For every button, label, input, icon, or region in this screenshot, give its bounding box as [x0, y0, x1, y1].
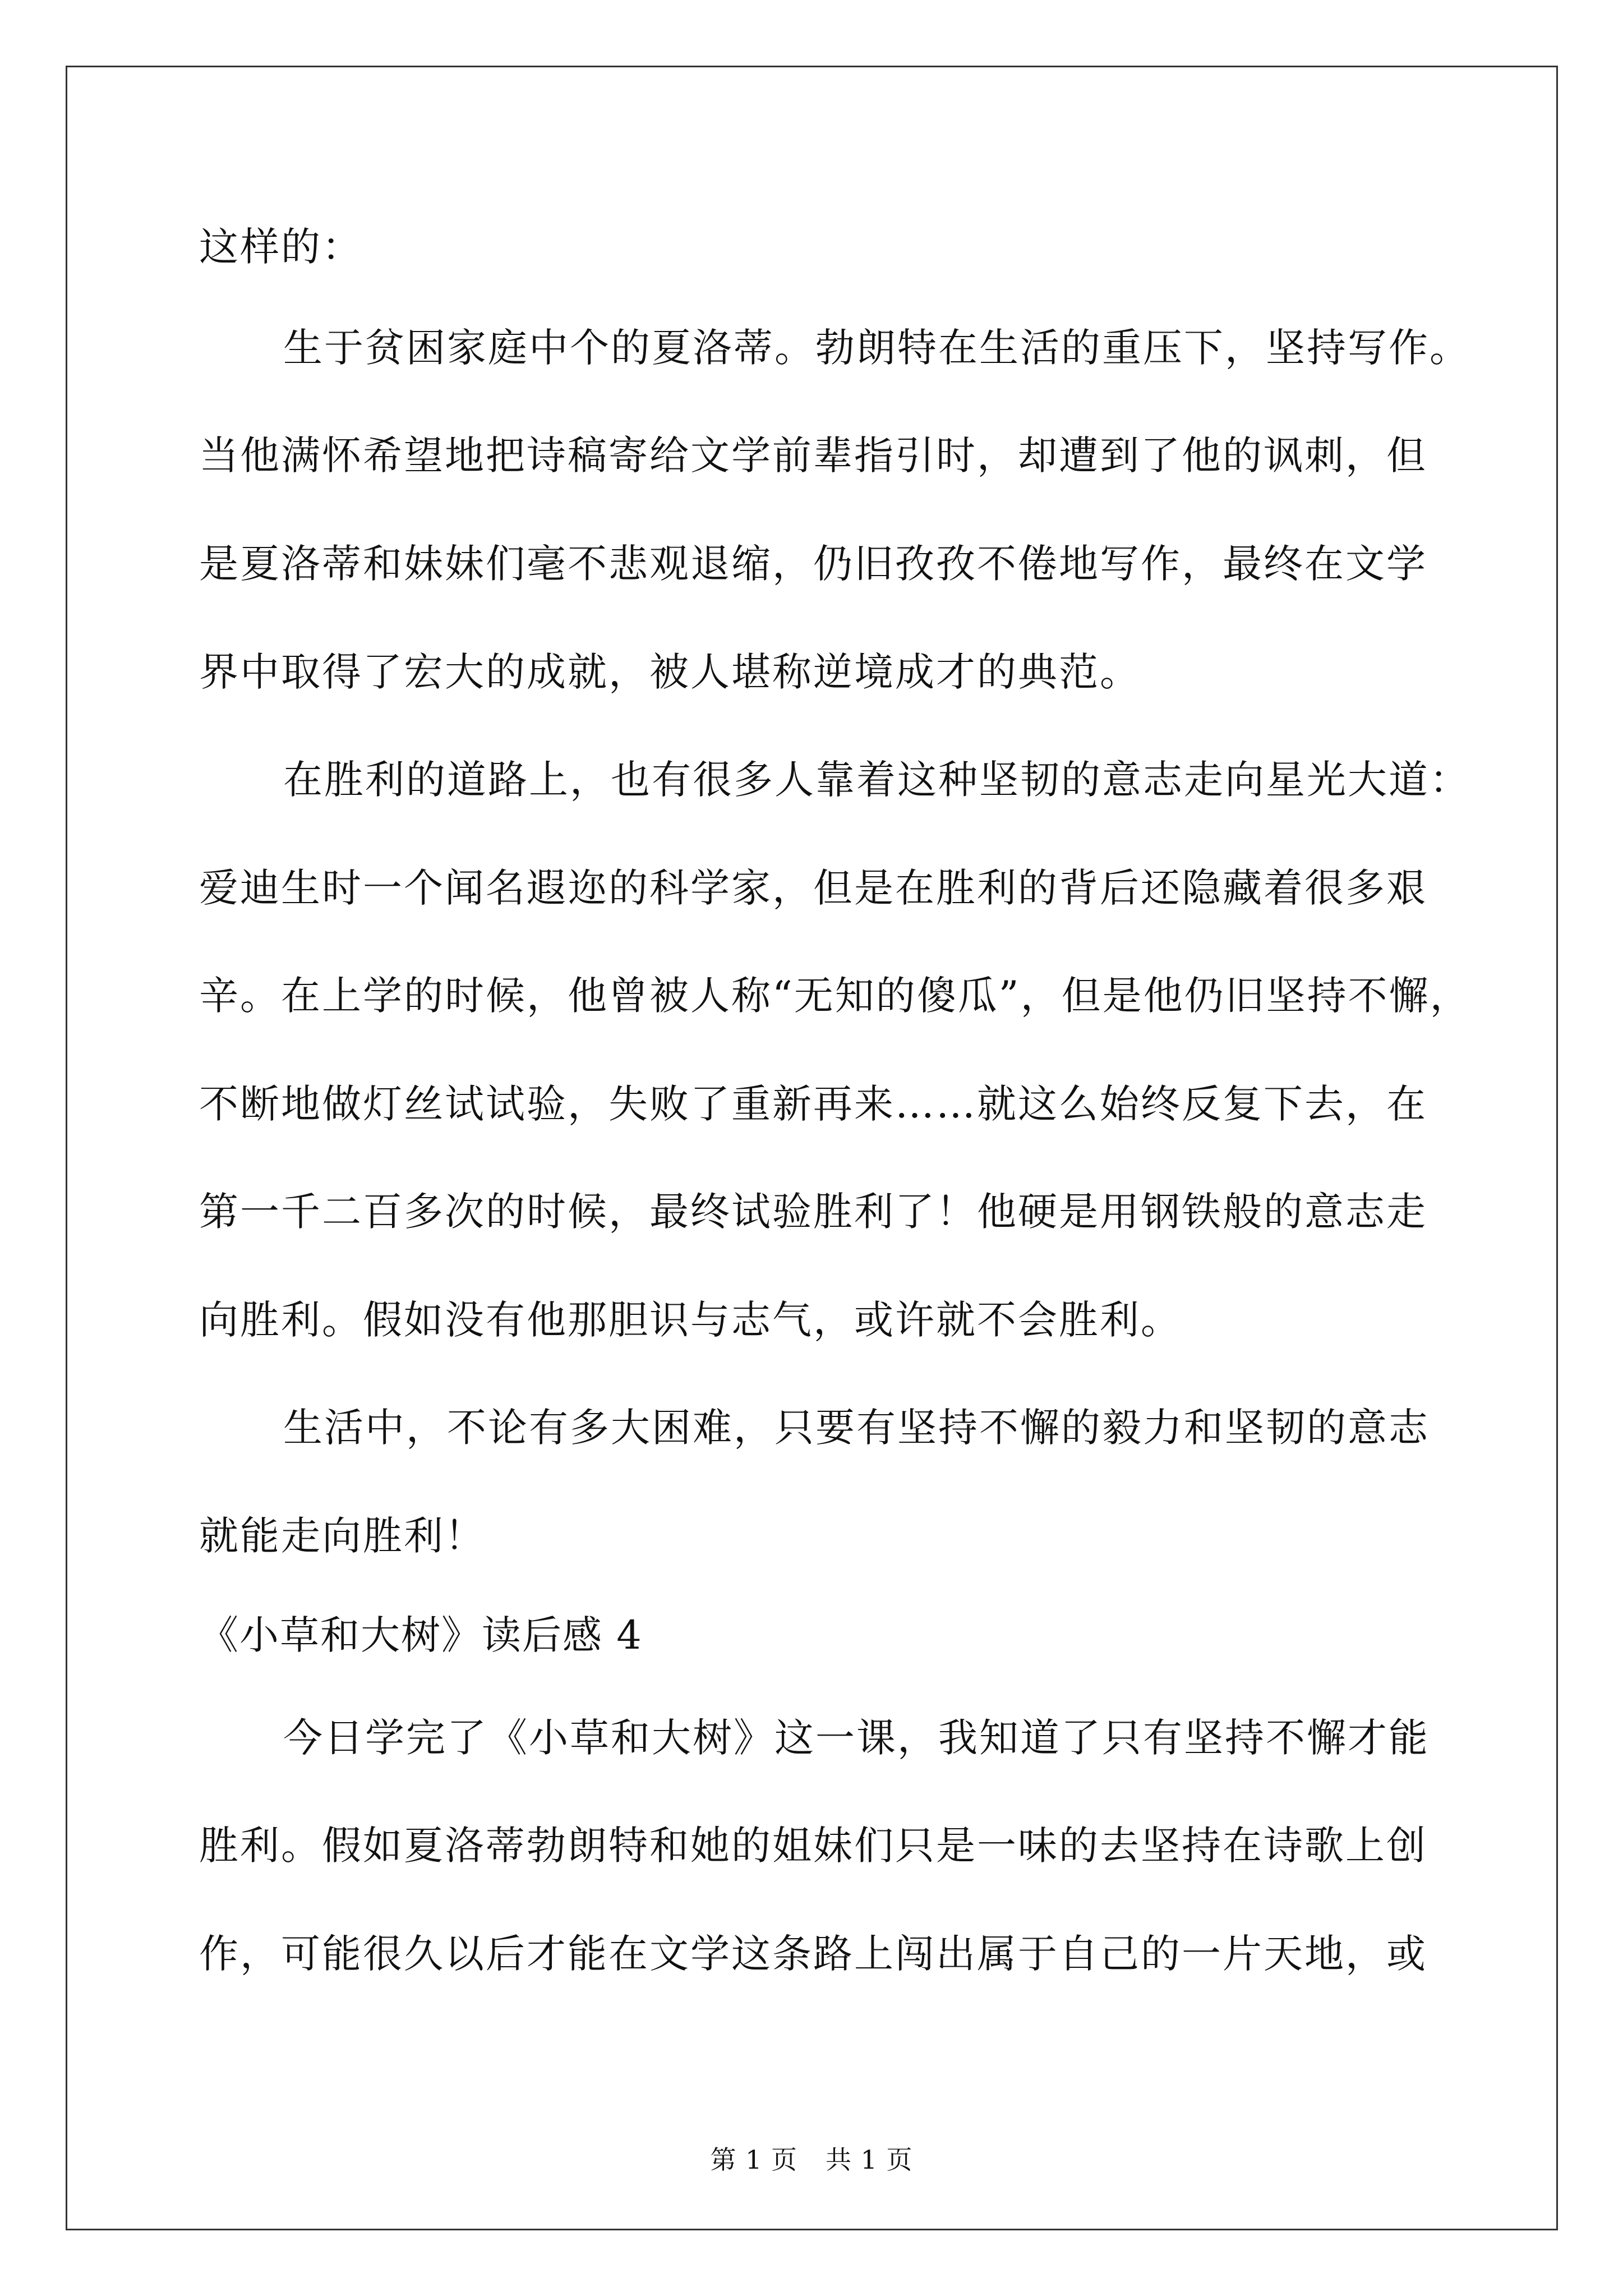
text-line-3: 当他满怀希望地把诗稿寄给文学前辈指引时，却遭到了他的讽刺，但 [199, 432, 1427, 478]
text-line-11: 向胜利。假如没有他那胆识与志气，或许就不会胜利。 [199, 1297, 1182, 1343]
text-line-10: 第一千二百多次的时候，最终试验胜利了！他硬是用钢铁般的意志走 [199, 1189, 1427, 1235]
text-line-8: 辛。在上学的时候，他曾被人称“无知的傻瓜”，但是他仍旧坚持不懈， [199, 973, 1471, 1019]
page-total: 共 1 页 [826, 2145, 913, 2175]
page-border [66, 66, 1558, 2230]
text-line-13: 就能走向胜利！ [199, 1513, 486, 1559]
text-line-2: 生于贫困家庭中个的夏洛蒂。勃朗特在生活的重压下，坚持写作。 [283, 325, 1470, 371]
text-line-12: 生活中，不论有多大困难，只要有坚持不懈的毅力和坚韧的意志 [283, 1405, 1430, 1451]
text-line-15: 今日学完了《小草和大树》这一课，我知道了只有坚持不懈才能 [283, 1715, 1430, 1761]
text-line-6: 在胜利的道路上，也有很多人靠着这种坚韧的意志走向星光大道： [283, 757, 1470, 803]
text-line-5: 界中取得了宏大的成就，被人堪称逆境成才的典范。 [199, 649, 1141, 695]
page-number: 第 1 页 [710, 2145, 797, 2175]
text-line-1: 这样的： [199, 224, 363, 270]
page-footer [0, 2143, 1623, 2177]
text-line-7: 爱迪生时一个闻名遐迩的科学家，但是在胜利的背后还隐藏着很多艰 [199, 865, 1427, 911]
text-line-16: 胜利。假如夏洛蒂勃朗特和她的姐妹们只是一味的去坚持在诗歌上创 [199, 1823, 1427, 1869]
text-line-9: 不断地做灯丝试试验，失败了重新再来……就这么始终反复下去，在 [199, 1081, 1427, 1127]
text-line-4: 是夏洛蒂和妹妹们毫不悲观退缩，仍旧孜孜不倦地写作，最终在文学 [199, 541, 1427, 587]
text-line-17: 作，可能很久以后才能在文学这条路上闯出属于自己的一片天地，或 [199, 1931, 1427, 1977]
section-heading: 《小草和大树》读后感 4 [199, 1612, 643, 1658]
